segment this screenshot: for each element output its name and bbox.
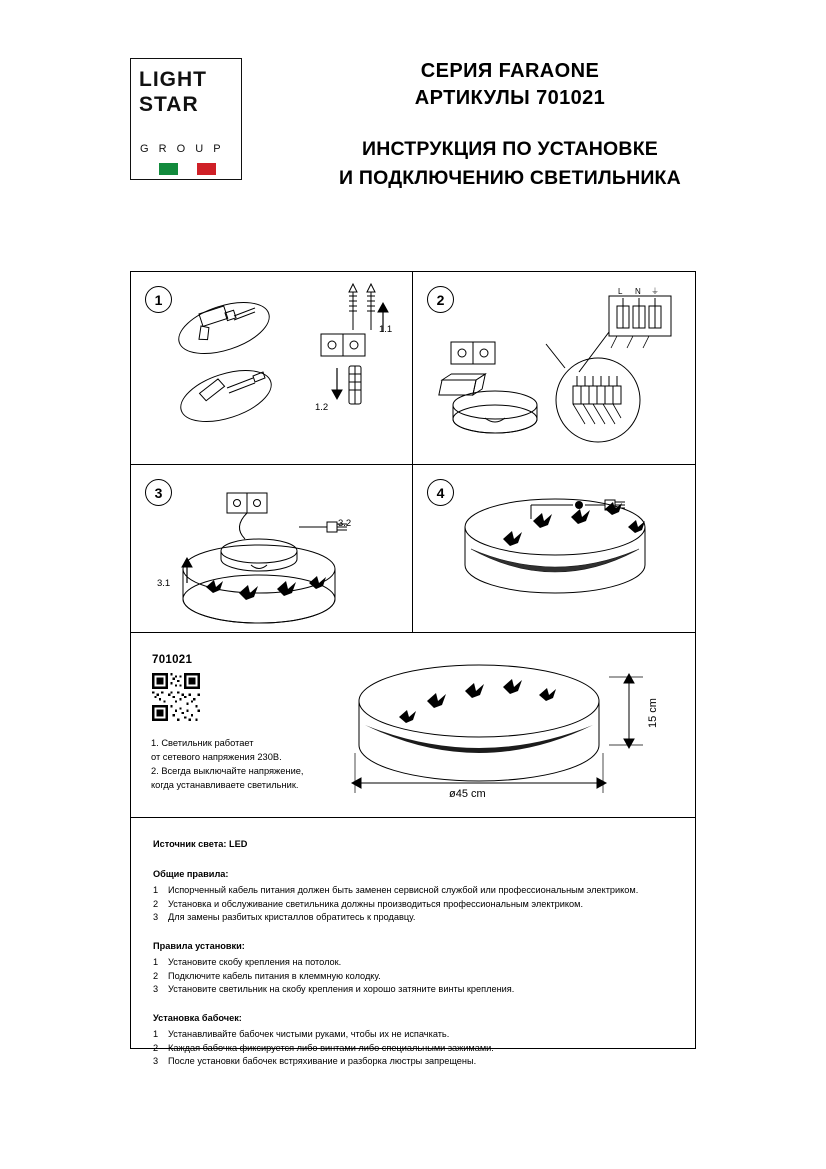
step-number-1: 1 <box>145 286 172 313</box>
logo-wordmark <box>139 67 235 117</box>
list-item: 2 Каждая бабочка фиксируется либо винтами либо специальными зажимами. <box>153 1042 494 1053</box>
product-dimension-drawing <box>131 633 697 819</box>
spec-note-line-3: 2. Всегда выключайте напряжение, <box>151 766 304 776</box>
section-title-general <box>153 868 673 882</box>
step-number-2: 2 <box>427 286 454 313</box>
installation-rules-title: Правила установки: <box>153 941 245 951</box>
specification-panel <box>130 632 696 818</box>
step-1-label-1-1: 1.1 <box>379 324 393 335</box>
list-item: 2 Установка и обслуживание светильника должны производиться профессиональным электриком. <box>153 898 584 909</box>
logo-line-2: STAR <box>139 93 199 116</box>
step-3-label-3-1: 3.1 <box>157 578 171 589</box>
panel-grid <box>130 271 696 1067</box>
document-header <box>130 58 700 203</box>
general-rules-list <box>153 884 673 925</box>
spec-note-line-2: от сетевого напряжения 230В. <box>151 752 282 762</box>
general-rules-title: Общие правила: <box>153 869 229 879</box>
step-number-4: 4 <box>427 479 454 506</box>
step-3-illustration <box>131 465 414 634</box>
logo-line-1: LIGHT <box>139 68 207 91</box>
spec-note-line-1: 1. Светильник работает <box>151 738 254 748</box>
diameter-dimension-label: ø45 cm <box>449 788 486 800</box>
step-1-label-1-2: 1.2 <box>315 402 329 413</box>
step-4-illustration <box>413 465 697 634</box>
brand-logo <box>130 58 242 180</box>
instruction-title-line-2: И ПОДКЛЮЧЕНИЮ СВЕТИЛЬНИКА <box>339 167 681 189</box>
svg-text:N: N <box>635 287 641 296</box>
step-panel-2 <box>412 271 696 465</box>
height-dimension-label: 15 cm <box>647 698 659 728</box>
list-item: 1 Устанавливайте бабочек чистыми руками, чтобы их не испачкать. <box>153 1029 450 1039</box>
butterfly-install-list <box>153 1028 673 1069</box>
step-3-label-3-2: 3.2 <box>338 518 352 529</box>
spec-note-line-4: когда устанавливаете светильник. <box>151 780 299 790</box>
instruction-title-line-1: ИНСТРУКЦИЯ ПО УСТАНОВКЕ <box>361 138 658 160</box>
italian-flag-icon <box>159 163 216 175</box>
step-panel-3 <box>130 464 413 633</box>
installation-rules-list <box>153 956 673 997</box>
svg-text:⏚: ⏚ <box>651 287 659 296</box>
light-source-value: LED <box>229 839 248 849</box>
series-title: СЕРИЯ FARAONE <box>420 60 600 82</box>
step-panel-1 <box>130 271 413 465</box>
svg-text:L: L <box>618 287 623 296</box>
light-source-row <box>153 838 673 852</box>
logo-group-text: G R O U P <box>140 143 225 155</box>
information-panel <box>130 817 696 1067</box>
section-title-butterflies <box>153 1012 673 1026</box>
step-panel-4 <box>412 464 696 633</box>
list-item: 2 Подключите кабель питания в клеммную колодку. <box>153 970 381 981</box>
title-block <box>320 58 700 192</box>
list-item: 3 Для замены разбитых кристаллов обратитесь к продавцу. <box>153 912 416 923</box>
butterfly-install-title: Установка бабочек: <box>153 1013 242 1023</box>
step-number-3: 3 <box>145 479 172 506</box>
step-2-illustration <box>413 272 697 466</box>
list-item: 1 Установите скобу крепления на потолок. <box>153 957 342 967</box>
step-1-illustration <box>131 272 414 466</box>
article-code: 701021 <box>152 654 193 666</box>
light-source-label: Источник света: <box>153 839 227 849</box>
list-item: 3 Установите светильник на скобу крепления и хорошо затяните винты крепления. <box>153 984 515 995</box>
section-title-installation <box>153 940 673 954</box>
list-item: 3 После установки бабочек встряхивание и разборка люстры запрещены. <box>153 1056 477 1067</box>
article-title: АРТИКУЛЫ 701021 <box>414 87 606 109</box>
list-item: 1 Испорченный кабель питания должен быть заменен сервисной службой или профессиональным электриком. <box>153 885 639 895</box>
